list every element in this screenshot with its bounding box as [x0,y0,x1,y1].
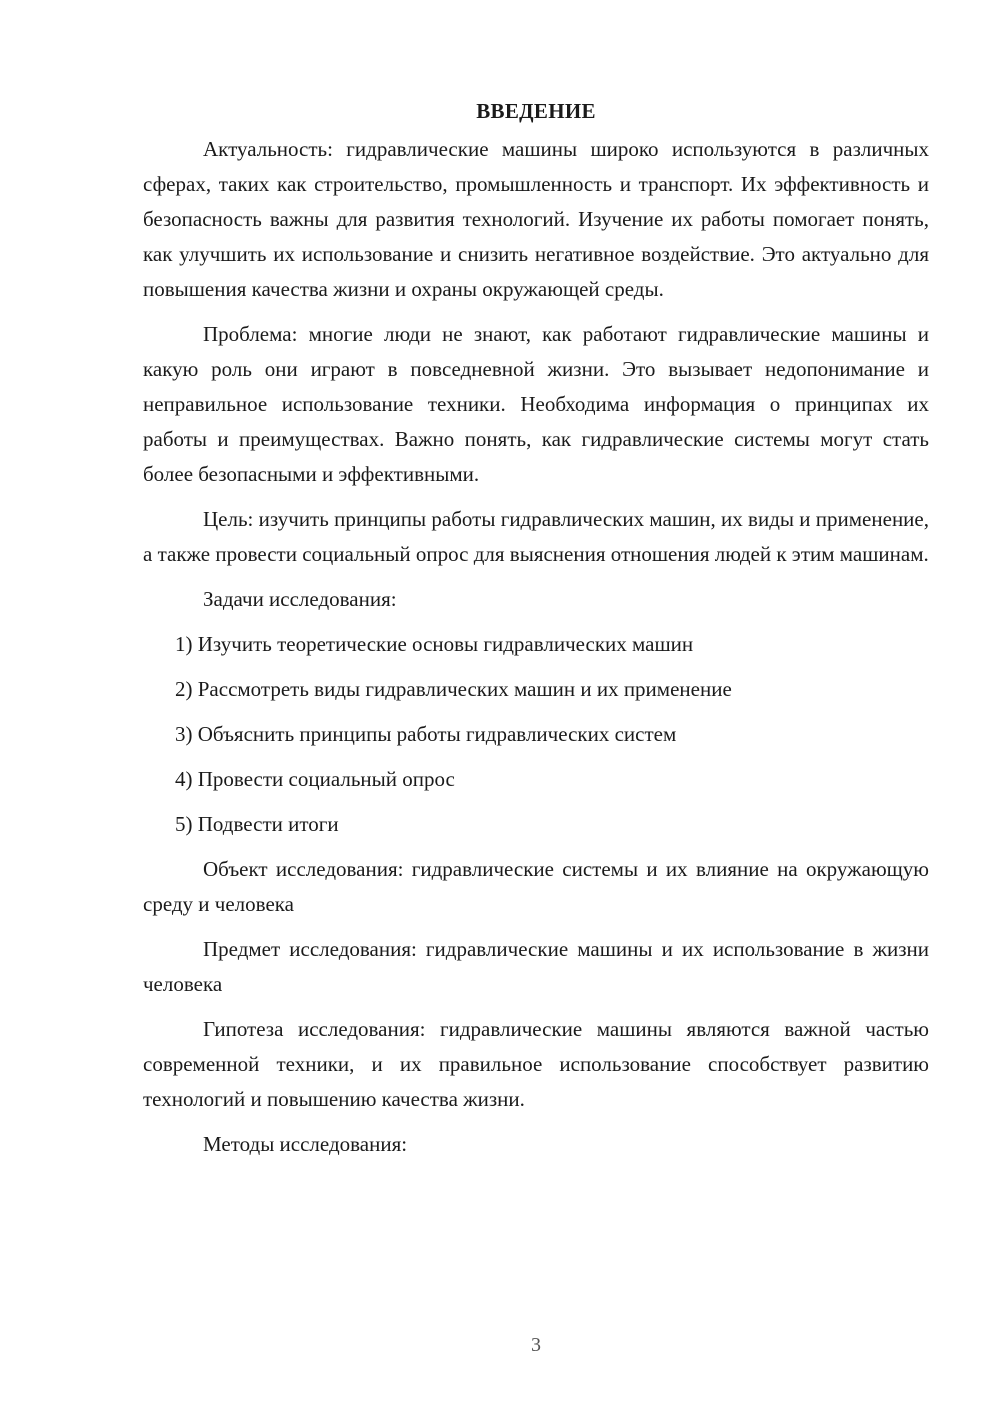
task-item: 3) Объяснить принципы работы гидравлических систем [175,722,677,746]
section-title: ВВЕДЕНИЕ [476,99,596,123]
relevance-paragraph: Актуальность: гидравлические машины широко используются в различных сферах, таких как строительство, промышленность и транспорт. Их эффективность и безопасность важны для развития технологий. Изучение их работы помогает понять, как улучшить их использование и снизить негативное воздействие. Это актуально для повышения качества жизни и охраны окружающей среды. [143,137,929,301]
problem-paragraph: Проблема: многие люди не знают, как работают гидравлические машины и какую роль они играют в повседневной жизни. Это вызывает недопонимание и неправильное использование техники. Необходима информация о принципах их работы и преимуществах. Важно понять, как гидравлические системы могут стать более безопасными и эффективными. [143,322,929,486]
subject-paragraph: Предмет исследования: гидравлические машины и их использование в жизни человека [143,937,929,996]
task-item: 5) Подвести итоги [175,812,339,836]
tasks-heading: Задачи исследования: [203,587,397,611]
goal-paragraph: Цель: изучить принципы работы гидравлических машин, их виды и применение, а также провести социальный опрос для выяснения отношения людей к этим машинам. [143,507,929,566]
task-item: 2) Рассмотреть виды гидравлических машин и их применение [175,677,732,701]
hypothesis-paragraph: Гипотеза исследования: гидравлические машины являются важной частью современной техники, и их правильное использование способствует развитию технологий и повышению качества жизни. [143,1017,929,1111]
tasks-list [143,627,929,842]
task-item: 4) Провести социальный опрос [175,767,455,791]
document-page [143,96,929,1172]
object-paragraph: Объект исследования: гидравлические системы и их влияние на окружающую среду и человека [143,857,929,916]
task-item: 1) Изучить теоретические основы гидравлических машин [175,632,694,656]
methods-heading: Методы исследования: [203,1132,408,1156]
page-number: 3 [531,1334,541,1356]
